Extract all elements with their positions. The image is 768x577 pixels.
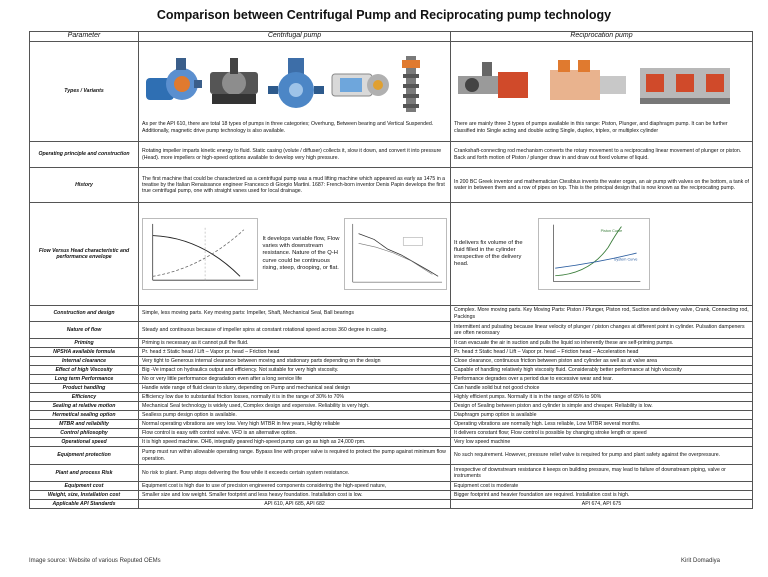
param-row: Construction and design: [30, 306, 139, 322]
centrifugal-cell: Very tight to Generous internal clearance between moving and stationary parts depending on the design: [139, 357, 451, 366]
flow-head-row: [30, 203, 753, 306]
table-row: [30, 306, 753, 322]
param-row: Weight, size, Installation cost: [30, 491, 139, 500]
centrifugal-cell: No or very little performance degradation even after a long service life: [139, 375, 451, 384]
param-row: Efficiency: [30, 393, 139, 402]
reciprocating-cell: Capable of handling relatively high viscosity fluid. Considerably better performance at high viscosity: [451, 366, 753, 375]
reciprocating-cell: Complex. More moving parts. Key Moving Parts: Piston / Plunger, Piston rod, Suction and delivery valve, Crank, Connecting rod, Packings: [451, 306, 753, 322]
centrifugal-qh-chart: [142, 218, 258, 290]
param-row: NPSHA available formula: [30, 348, 139, 357]
param-row: Nature of flow: [30, 322, 139, 339]
reciprocating-cell: It can evacuate the air in suction and pulls the liquid so inherently these are self-priming pumps.: [451, 339, 753, 348]
param-history: History: [30, 168, 139, 203]
comparison-table: [29, 31, 753, 509]
reciprocating-flow-cell: [451, 203, 753, 306]
param-row: Equipment protection: [30, 447, 139, 465]
table-row: [30, 375, 753, 384]
centrifugal-cell: Normal operating vibrations are very low. Very high MTBR in few years, Highly reliable: [139, 420, 451, 429]
reciprocating-cell: Pr. head ± Static head / Lift – Vapor pr. head – Friction head – Acceleration head: [451, 348, 753, 357]
param-api: Applicable API Standards: [30, 500, 139, 509]
reciprocating-cell: Highly efficient pumps. Normally it is in the range of 65% to 90%: [451, 393, 753, 402]
param-row: Control philosophy: [30, 429, 139, 438]
centrifugal-cell: Handle wide range of fluid clean to slurry, depending on Pump and mechanical seal design: [139, 384, 451, 393]
piston-curve-label: Piston Curve: [600, 229, 623, 234]
header-reciprocating: Reciprocation pump: [451, 32, 753, 42]
centrifugal-cell: No risk to plant. Pump stops delivering the flow while it exceeds certain system resistance.: [139, 465, 451, 482]
header-row: [30, 32, 753, 42]
reciprocating-types-cell: [451, 42, 753, 142]
centrifugal-api-cell: API 610, API 685, API 682: [139, 500, 451, 509]
reciprocating-flow-text: It delivers fix volume of the fluid filled in the cylinder irrespective of the delivery head.: [454, 239, 523, 268]
table-row: [30, 168, 753, 203]
centrifugal-cell: Flow control is easy with control valve. VFD is an alternative option.: [139, 429, 451, 438]
page-title: Comparison between Centrifugal Pump and Reciprocating pump technology: [156, 8, 612, 22]
table-row: [30, 339, 753, 348]
centrifugal-cell: The first machine that could be characterized as a centrifugal pump was a mud lifting machine which appeared as early as 1475 in a treatise by the Italian Renaissance engineer Francesco di Giorgio Martini. 1687: French-born inventor Denis Papin develops the first true centrifugal pump, one with straight vanes used for local drainage.: [139, 168, 451, 203]
param-row: Priming: [30, 339, 139, 348]
reciprocating-types-text: There are mainly three 3 types of pumps available in this range: Piston, Plunger, and diaphragm pump. It can be further classified into Single acting and double acting Single, duplex, triplex, or multiplex cylinder: [454, 121, 728, 134]
param-row: Effect of high Viscosity: [30, 366, 139, 375]
centrifugal-cell: Efficiency low due to substantial friction losses, normally it is in the range of 30% to 70%: [139, 393, 451, 402]
param-row: Internal clearance: [30, 357, 139, 366]
param-row: Product handling: [30, 384, 139, 393]
overhung-pump-image: [142, 54, 202, 114]
param-row: Operational speed: [30, 438, 139, 447]
centrifugal-cell: Steady and continuous because of impeller spins at constant rotational speed across 360 degree in casing.: [139, 322, 451, 339]
centrifugal-images: [142, 49, 447, 115]
reciprocating-cell: No such requirement. However, pressure relief valve is required for pump and plant safety against the overpressure.: [451, 447, 753, 465]
header-centrifugal: Centrifugal pump: [139, 32, 451, 42]
table-row: [30, 322, 753, 339]
centrifugal-flow-wrap: [142, 212, 447, 296]
reciprocating-cell: It delivers constant flow; Flow control is possible by changing stroke length or speed: [451, 429, 753, 438]
header-parameter: Parameter: [30, 32, 139, 42]
centrifugal-cell: Priming is necessary as it cannot pull the fluid.: [139, 339, 451, 348]
centrifugal-flow-cell: [139, 203, 451, 306]
param-row: Plant and process Risk: [30, 465, 139, 482]
table-row: [30, 402, 753, 411]
param-row: Sealing at relative motion: [30, 402, 139, 411]
param-row: Hermetical sealing option: [30, 411, 139, 420]
param-types: Types / Variants: [30, 42, 139, 142]
table-row: [30, 429, 753, 438]
centrifugal-cell: Simple, less moving parts. Key moving parts: Impeller, Shaft, Mechanical Seal, Ball bearings: [139, 306, 451, 322]
param-row: Equipment cost: [30, 482, 139, 491]
table-row: [30, 420, 753, 429]
system-curve-label: System Curve: [613, 257, 638, 262]
table-row: [30, 142, 753, 168]
centrifugal-envelope-chart: [344, 218, 447, 290]
centrifugal-cell: It is high speed machine. OH6, integrally geared high-speed pump can go as high as 24,000 rpm.: [139, 438, 451, 447]
magnetic-drive-pump-image: [330, 54, 392, 114]
reciprocating-qh-chart: [538, 218, 650, 290]
centrifugal-flow-text: It develops variable flow, Flow varies with downstream resistance. Nature of the Q-H curve could be continuous rising, steep, drooping, or flat.: [262, 235, 340, 271]
author-name: Kirit Domadiya: [681, 558, 721, 564]
table-row: [30, 366, 753, 375]
table-row: [30, 348, 753, 357]
reciprocating-cell: Performance degrades over a period due to excessive wear and tear.: [451, 375, 753, 384]
reciprocating-cell: Diaphragm pump option is available: [451, 411, 753, 420]
table-row: [30, 491, 753, 500]
reciprocating-cell: Close clearance, continuous friction between piston and cylinder as well as at valve area: [451, 357, 753, 366]
image-source-note: Image source: Website of various Reputed OEMs: [29, 558, 161, 564]
table-row: [30, 384, 753, 393]
plunger-pump-image: [544, 54, 632, 114]
reciprocating-cell: Bigger footprint and heavier foundation are required. Installation cost is high.: [451, 491, 753, 500]
table-row: [30, 465, 753, 482]
table-row: [30, 438, 753, 447]
centrifugal-cell: Mechanical Seal technology is widely used, Complex design and expensive. Reliability is very high.: [139, 402, 451, 411]
centrifugal-cell: Pump must run within allowable operating range. Bypass line with proper valve is required to protect the pump against minimum flow operation.: [139, 447, 451, 465]
reciprocating-cell: Irrespective of downstream resistance it keeps on building pressure, may lead to failure of downstream piping, valve or instruments: [451, 465, 753, 482]
reciprocating-cell: Design of Sealing between piston and cylinder is simple and cheaper. Reliability is low.: [451, 402, 753, 411]
reciprocating-cell: Can handle solid but not good choice: [451, 384, 753, 393]
reciprocating-cell: Crankshaft-connecting rod mechanism converts the rotary movement to a reciprocating linear movement of plunger or piston. Back and forth motion of Piston / plunger draw in and draw out fixed volume of liquid.: [451, 142, 753, 168]
centrifugal-cell: Pr. head ± Static head / Lift – Vapor pr. head – Friction head: [139, 348, 451, 357]
table-row: [30, 482, 753, 491]
diaphragm-pump-image: [636, 54, 736, 114]
centrifugal-cell: Smaller size and low weight. Smaller footprint and less heavy foundation. Installation cost is low.: [139, 491, 451, 500]
reciprocating-cell: Intermittent and pulsating because linear velocity of plunger / piston changes at different point in cylinder. Pulsation dampeners are often necessary: [451, 322, 753, 339]
api-row: [30, 500, 753, 509]
reciprocating-cell: Very low speed machine: [451, 438, 753, 447]
reciprocating-api-cell: API 674, API 675: [451, 500, 753, 509]
vertical-pump-image: [266, 54, 326, 114]
table-row: [30, 411, 753, 420]
types-row: [30, 42, 753, 142]
param-row: MTBR and reliability: [30, 420, 139, 429]
reciprocating-flow-wrap: [454, 212, 749, 296]
reciprocating-images: [454, 49, 749, 115]
centrifugal-cell: Sealless pump design option is available.: [139, 411, 451, 420]
table-row: [30, 357, 753, 366]
reciprocating-cell: Operating vibrations are normally high. Less reliable, Low MTBR several months.: [451, 420, 753, 429]
vertical-suspended-pump-image: [396, 54, 426, 114]
reciprocating-cell: In 200 BC Greek inventor and mathematician Ctesibius invents the water organ, an air pump with valves on the bottom, a tank of water in between them and a row of pipes on top. This is the principal design that is now known as the reciprocating pump.: [451, 168, 753, 203]
param-flow-head: Flow Versus Head characteristic and performance envelope: [30, 203, 139, 306]
reciprocating-cell: Equipment cost is moderate: [451, 482, 753, 491]
centrifugal-cell: Big -Ve impact on hydraulics output and efficiency. Not suitable for very high viscosity.: [139, 366, 451, 375]
centrifugal-types-cell: [139, 42, 451, 142]
param-operating-principle: Operating principle and construction: [30, 142, 139, 168]
centrifugal-types-text: As per the API 610, there are total 18 types of pumps in three categories; Overhung, Between bearing and Vertical Suspended. Additionally, magnetic drive pump technology is also available.: [142, 121, 434, 134]
table-row: [30, 393, 753, 402]
centrifugal-cell: Equipment cost is high due to use of precision engineered components considering the high-speed nature,: [139, 482, 451, 491]
centrifugal-cell: Rotating impeller imparts kinetic energy to fluid. Static casing (volute / diffuser) collects it, slow it down, and convert it into pressure (Head). more impellers or high-speed options available to develop very high pressure.: [139, 142, 451, 168]
table-row: [30, 447, 753, 465]
param-row: Long term Performance: [30, 375, 139, 384]
between-bearing-pump-image: [206, 54, 262, 114]
piston-pump-image: [454, 54, 540, 114]
